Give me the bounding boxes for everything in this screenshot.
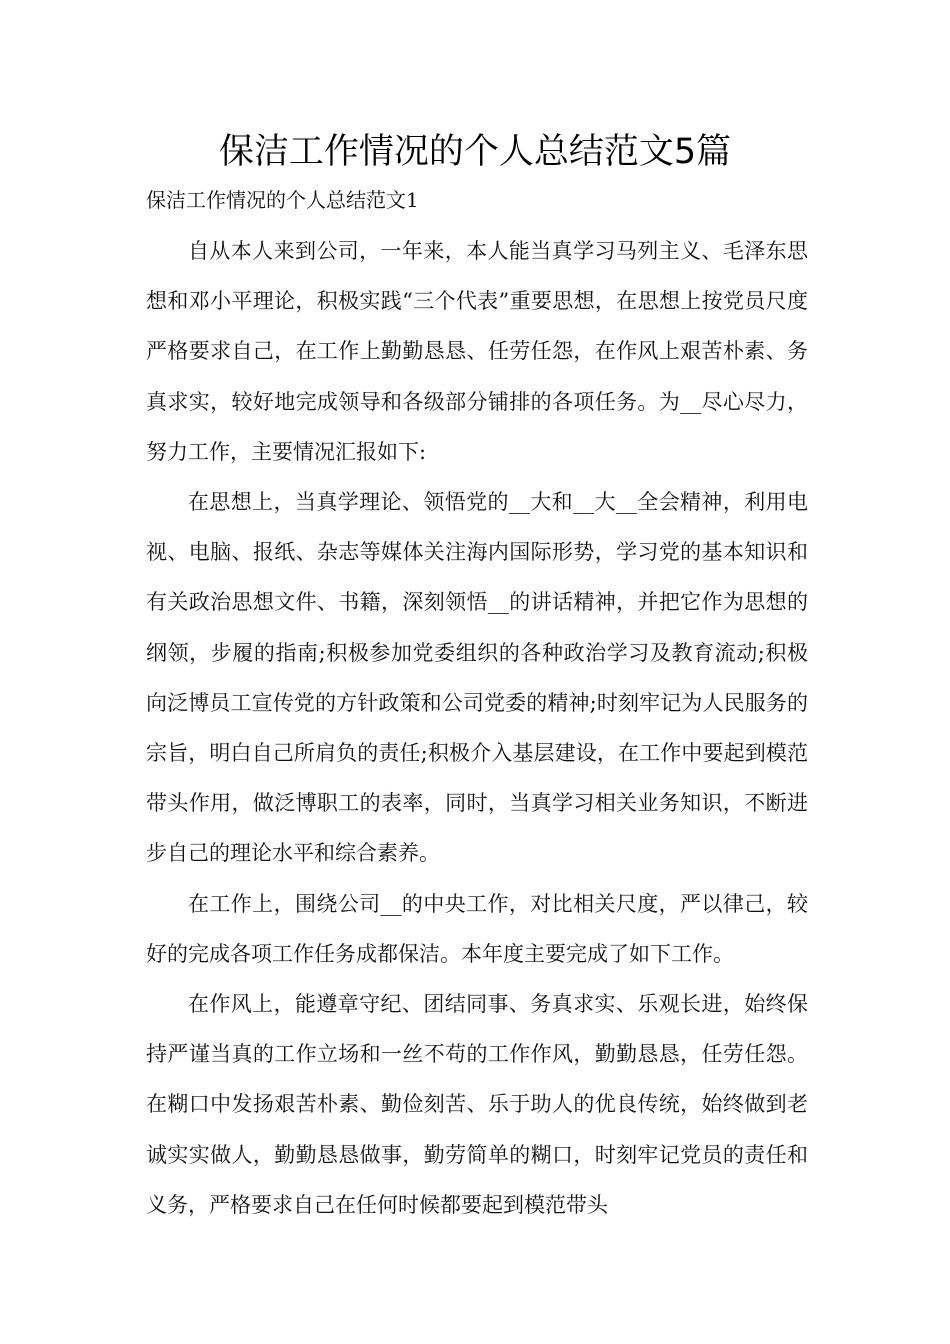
document-body [146,226,808,1230]
paragraph-ideology: 在思想上，当真学理论、领悟党的__大和__大__全会精神，利用电视、电脑、报纸、杂志等媒体关注海内国际形势，学习党的基本知识和有关政治思想文件、书籍，深刻领悟__的讲话精神，并把它作为思想的纲领，步履的指南;积极参加党委组织的各种政治学习及教育流动;积极向泛博员工宣传党的方针政策和公司党委的精神;时刻牢记为人民服务的宗旨，明白自己所肩负的责任;积极介入基层建设，在工作中要起到模范带头作用，做泛博职工的表率，同时，当真学习相关业务知识，不断进步自己的理论水平和综合素养。 [146,490,808,866]
section-subtitle: 保洁工作情况的个人总结范文1 [146,188,419,212]
document-title: 保洁工作情况的个人总结范文5篇 [218,132,732,172]
paragraph-conduct: 在作风上，能遵章守纪、团结同事、务真求实、乐观长进，始终保持严谨当真的工作立场和一丝不苟的工作作风，勤勤恳恳，任劳任怨。在糊口中发扬艰苦朴素、勤俭刻苦、乐于助人的优良传统，始终做到老诚实实做人，勤勤恳恳做事，勤劳简单的糊口，时刻牢记党员的责任和义务，严格要求自己在任何时候都要起到模范带头 [146,992,808,1217]
paragraph-work: 在工作上，围绕公司__的中央工作，对比相关尺度，严以律己，较好的完成各项工作任务成都保洁。本年度主要完成了如下工作。 [146,891,808,966]
paragraph-intro: 自从本人来到公司，一年来，本人能当真学习马列主义、毛泽东思想和邓小平理论，积极实践“三个代表”重要思想，在思想上按党员尺度严格要求自己，在工作上勤勤恳恳、任劳任怨，在作风上艰苦朴素、务真求实，较好地完成领导和各级部分铺排的各项任务。为__尽心尽力，努力工作，主要情况汇报如下: [146,239,808,464]
